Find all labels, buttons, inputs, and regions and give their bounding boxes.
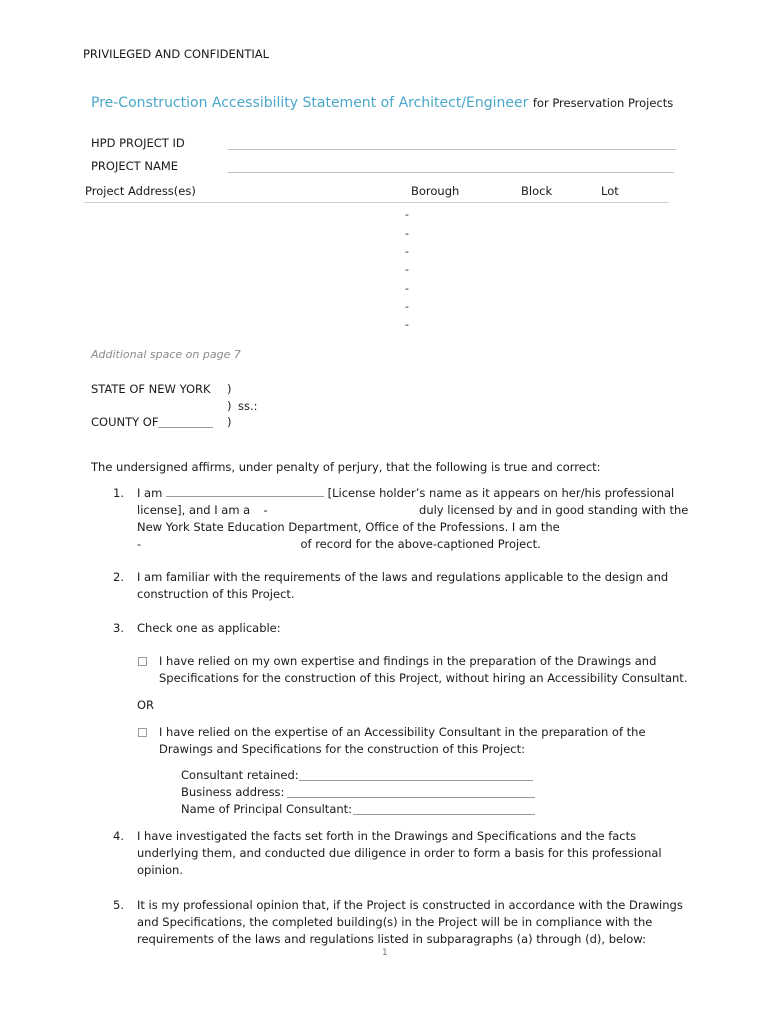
item-number: 5.	[113, 898, 124, 912]
option2-line1: I have relied on the expertise of an Accessibility Consultant in the preparation of the	[159, 725, 646, 739]
address-row-dash[interactable]: -	[405, 318, 409, 331]
project-address-label: Project Address(es)	[85, 184, 196, 198]
item1-i-am-a: license], and I am a	[137, 503, 251, 517]
address-row-dash[interactable]: -	[405, 263, 409, 276]
role-dropdown[interactable]: -	[137, 537, 142, 551]
option1-line1: I have relied on my own expertise and findings in the preparation of the Drawings and	[159, 654, 657, 668]
business-address-field[interactable]	[287, 797, 535, 798]
address-row-dash[interactable]: -	[405, 227, 409, 240]
confidential-label: PRIVILEGED AND CONFIDENTIAL	[83, 47, 270, 61]
page-number: 1	[382, 948, 388, 958]
item5-line3: requirements of the laws and regulations listed in subparagraphs (a) through (d), below:	[137, 932, 646, 946]
address-header-rule	[84, 202, 669, 203]
consultant-checkbox[interactable]	[138, 728, 147, 737]
ss-label: ss.:	[238, 399, 258, 413]
title-suffix: for Preservation Projects	[532, 96, 674, 110]
consultant-retained-label: Consultant retained:	[181, 768, 299, 782]
item-number: 3.	[113, 621, 124, 635]
item5-line1: It is my professional opinion that, if the Project is constructed in accordance with the Drawings	[137, 898, 683, 912]
item1-licensed-text: duly licensed by and in good standing with the	[419, 503, 689, 517]
county-field[interactable]	[158, 427, 213, 428]
item4-line3: opinion.	[137, 863, 183, 877]
project-name-label: PROJECT NAME	[91, 159, 179, 173]
address-row-dash[interactable]: -	[405, 208, 409, 221]
item1-line3: New York State Education Department, Office of the Professions. I am the	[137, 520, 560, 534]
venue-paren: )	[227, 399, 232, 413]
address-row-dash[interactable]: -	[405, 300, 409, 313]
option1-line2: Specifications for the construction of this Project, without hiring an Accessibility Consultant.	[159, 671, 688, 685]
page-title	[91, 95, 673, 111]
title-main: Pre-Construction Accessibility Statement of Architect/Engineer	[91, 95, 529, 111]
item1-record-text: of record for the above-captioned Project.	[300, 537, 541, 551]
item3-label: Check one as applicable:	[137, 621, 281, 635]
item1-line2	[137, 502, 688, 519]
profession-dropdown[interactable]: -	[263, 503, 268, 517]
option2-line2: Drawings and Specifications for the construction of this Project:	[159, 742, 526, 756]
item1-line4	[137, 536, 541, 553]
item4-line1: I have investigated the facts set forth in the Drawings and Specifications and the facts	[137, 829, 637, 843]
lot-label: Lot	[601, 184, 619, 198]
business-address-label: Business address:	[181, 785, 285, 799]
item1-i-am: I am	[137, 486, 163, 500]
item-number: 2.	[113, 570, 124, 584]
item2-line2: construction of this Project.	[137, 587, 295, 601]
address-row-dash[interactable]: -	[405, 282, 409, 295]
affirmation-text: The undersigned affirms, under penalty of perjury, that the following is true and correct:	[91, 460, 601, 474]
venue-paren: )	[227, 415, 232, 429]
own-expertise-checkbox[interactable]	[138, 657, 147, 666]
consultant-retained-field[interactable]	[299, 780, 533, 781]
item2-line1: I am familiar with the requirements of the laws and regulations applicable to the design and	[137, 570, 669, 584]
item5-line2: and Specifications, the completed building(s) in the Project will be in compliance with the	[137, 915, 653, 929]
principal-consultant-field[interactable]	[353, 814, 535, 815]
block-label: Block	[521, 184, 553, 198]
item-number: 4.	[113, 829, 124, 843]
item1-license-note: [License holder’s name as it appears on her/his professional	[327, 486, 675, 500]
license-holder-name-field[interactable]	[166, 486, 324, 497]
state-label: STATE OF NEW YORK	[91, 382, 211, 396]
item-number: 1.	[113, 486, 124, 500]
hpd-project-id-label: HPD PROJECT ID	[91, 136, 185, 150]
or-label: OR	[137, 698, 155, 712]
additional-space-note: Additional space on page 7	[91, 348, 241, 361]
county-label: COUNTY OF	[91, 415, 159, 429]
borough-label: Borough	[411, 184, 460, 198]
item4-line2: underlying them, and conducted due diligence in order to form a basis for this professional	[137, 846, 662, 860]
venue-paren: )	[227, 382, 232, 396]
project-name-field[interactable]	[228, 172, 674, 173]
item1-line1	[137, 485, 674, 502]
address-row-dash[interactable]: -	[405, 245, 409, 258]
principal-consultant-label: Name of Principal Consultant:	[181, 802, 353, 816]
hpd-project-id-field[interactable]	[228, 149, 676, 150]
